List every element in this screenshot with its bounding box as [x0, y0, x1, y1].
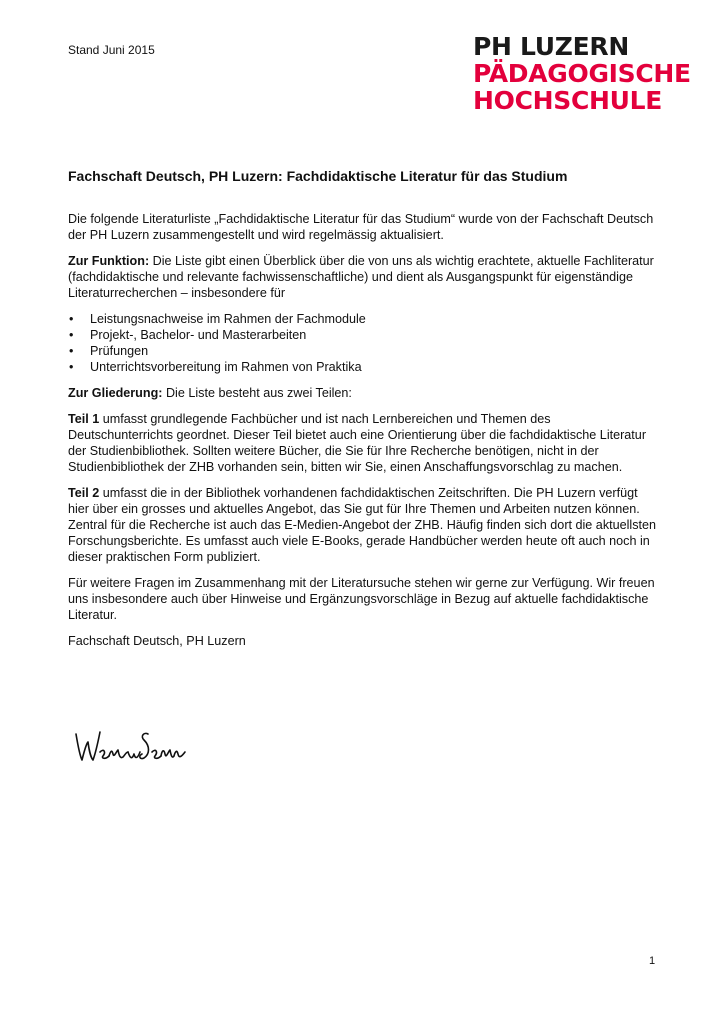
signoff: Fachschaft Deutsch, PH Luzern — [68, 634, 246, 648]
funktion-paragraph — [68, 253, 658, 301]
teil2-label: Teil 2 — [68, 486, 100, 500]
funktion-label: Zur Funktion: — [68, 254, 150, 268]
bullet-icon: • — [69, 360, 74, 374]
teil1-text: umfasst grundlegende Fachbücher und ist nach Lernbereichen und Themen des Deutschunterrichts geordnet. Dieser Teil bietet auch eine Orientierung über die fachdidaktische Literatur der Studienbibliothek. Sollten weitere Bücher, die Sie für Ihre Recherche benötigen, nicht in der Studienbibliothek der ZHB vorhanden sein, bitten wir Sie, einen Anschaffungsvorschlag zu machen. — [68, 412, 647, 474]
list-item: • Prüfungen — [69, 344, 149, 358]
handwritten-signature — [72, 722, 192, 768]
teil2-paragraph — [68, 485, 658, 565]
logo-line-3: HOCHSCHULE — [473, 86, 663, 115]
gliederung-paragraph — [68, 385, 658, 401]
purpose-list — [68, 311, 658, 375]
gliederung-label: Zur Gliederung: — [68, 386, 163, 400]
list-item: • Projekt-, Bachelor- und Masterarbeiten — [69, 328, 307, 342]
bullet-icon: • — [69, 328, 74, 342]
gliederung-text: Die Liste besteht aus zwei Teilen: — [162, 386, 352, 400]
document-title: Fachschaft Deutsch, PH Luzern: Fachdidaktische Literatur für das Studium — [68, 168, 568, 184]
intro-paragraph: Die folgende Literaturliste „Fachdidaktische Literatur für das Studium“ wurde von der Fachschaft Deutsch der PH Luzern zusammengestellt und wird regelmässig aktualisiert. — [68, 212, 654, 242]
teil2-text: umfasst die in der Bibliothek vorhandenen fachdidaktischen Zeitschriften. Die PH Luzern verfügt hier über ein grosses und aktuelles Angebot, das Sie gut für Ihre Themen und Arbeiten nutzen können. Zentral für die Recherche ist auch das E-Medien-Angebot der ZHB. Häufig finden sich dort die aktuellsten Forschungsberichte. Es umfasst auch viele E-Books, gerade Handbücher werden heute oft auch noch in dieser praktischen Form publiziert. — [68, 486, 657, 564]
list-item: • Leistungsnachweise im Rahmen der Fachmodule — [69, 312, 366, 326]
teil1-label: Teil 1 — [68, 412, 100, 426]
page-number: 1 — [649, 955, 656, 967]
bullet-icon: • — [69, 344, 74, 358]
document-date: Stand Juni 2015 — [68, 43, 155, 57]
teil1-paragraph — [68, 411, 658, 475]
ph-luzern-logo — [473, 33, 693, 114]
list-item: • Unterrichtsvorbereitung im Rahmen von Praktika — [69, 360, 362, 374]
bullet-icon: • — [69, 312, 74, 326]
logo-line-1: PH LUZERN — [473, 32, 629, 61]
logo-line-2: PÄDAGOGISCHE — [473, 59, 691, 88]
document-body — [68, 211, 658, 659]
funktion-text: Die Liste gibt einen Überblick über die von uns als wichtig erachtete, aktuelle Fachliteratur (fachdidaktische und relevante fachwissenschaftliche) und dient als Ausgangspunkt für eigenständige Literaturrecherchen – insbesondere für — [68, 254, 654, 300]
closing-paragraph: Für weitere Fragen im Zusammenhang mit der Literatursuche stehen wir gerne zur Verfügung. Wir freuen uns insbesondere auch über Hinweise und Ergänzungsvorschläge in Bezug auf aktuelle fachdidaktische Literatur. — [68, 576, 655, 622]
